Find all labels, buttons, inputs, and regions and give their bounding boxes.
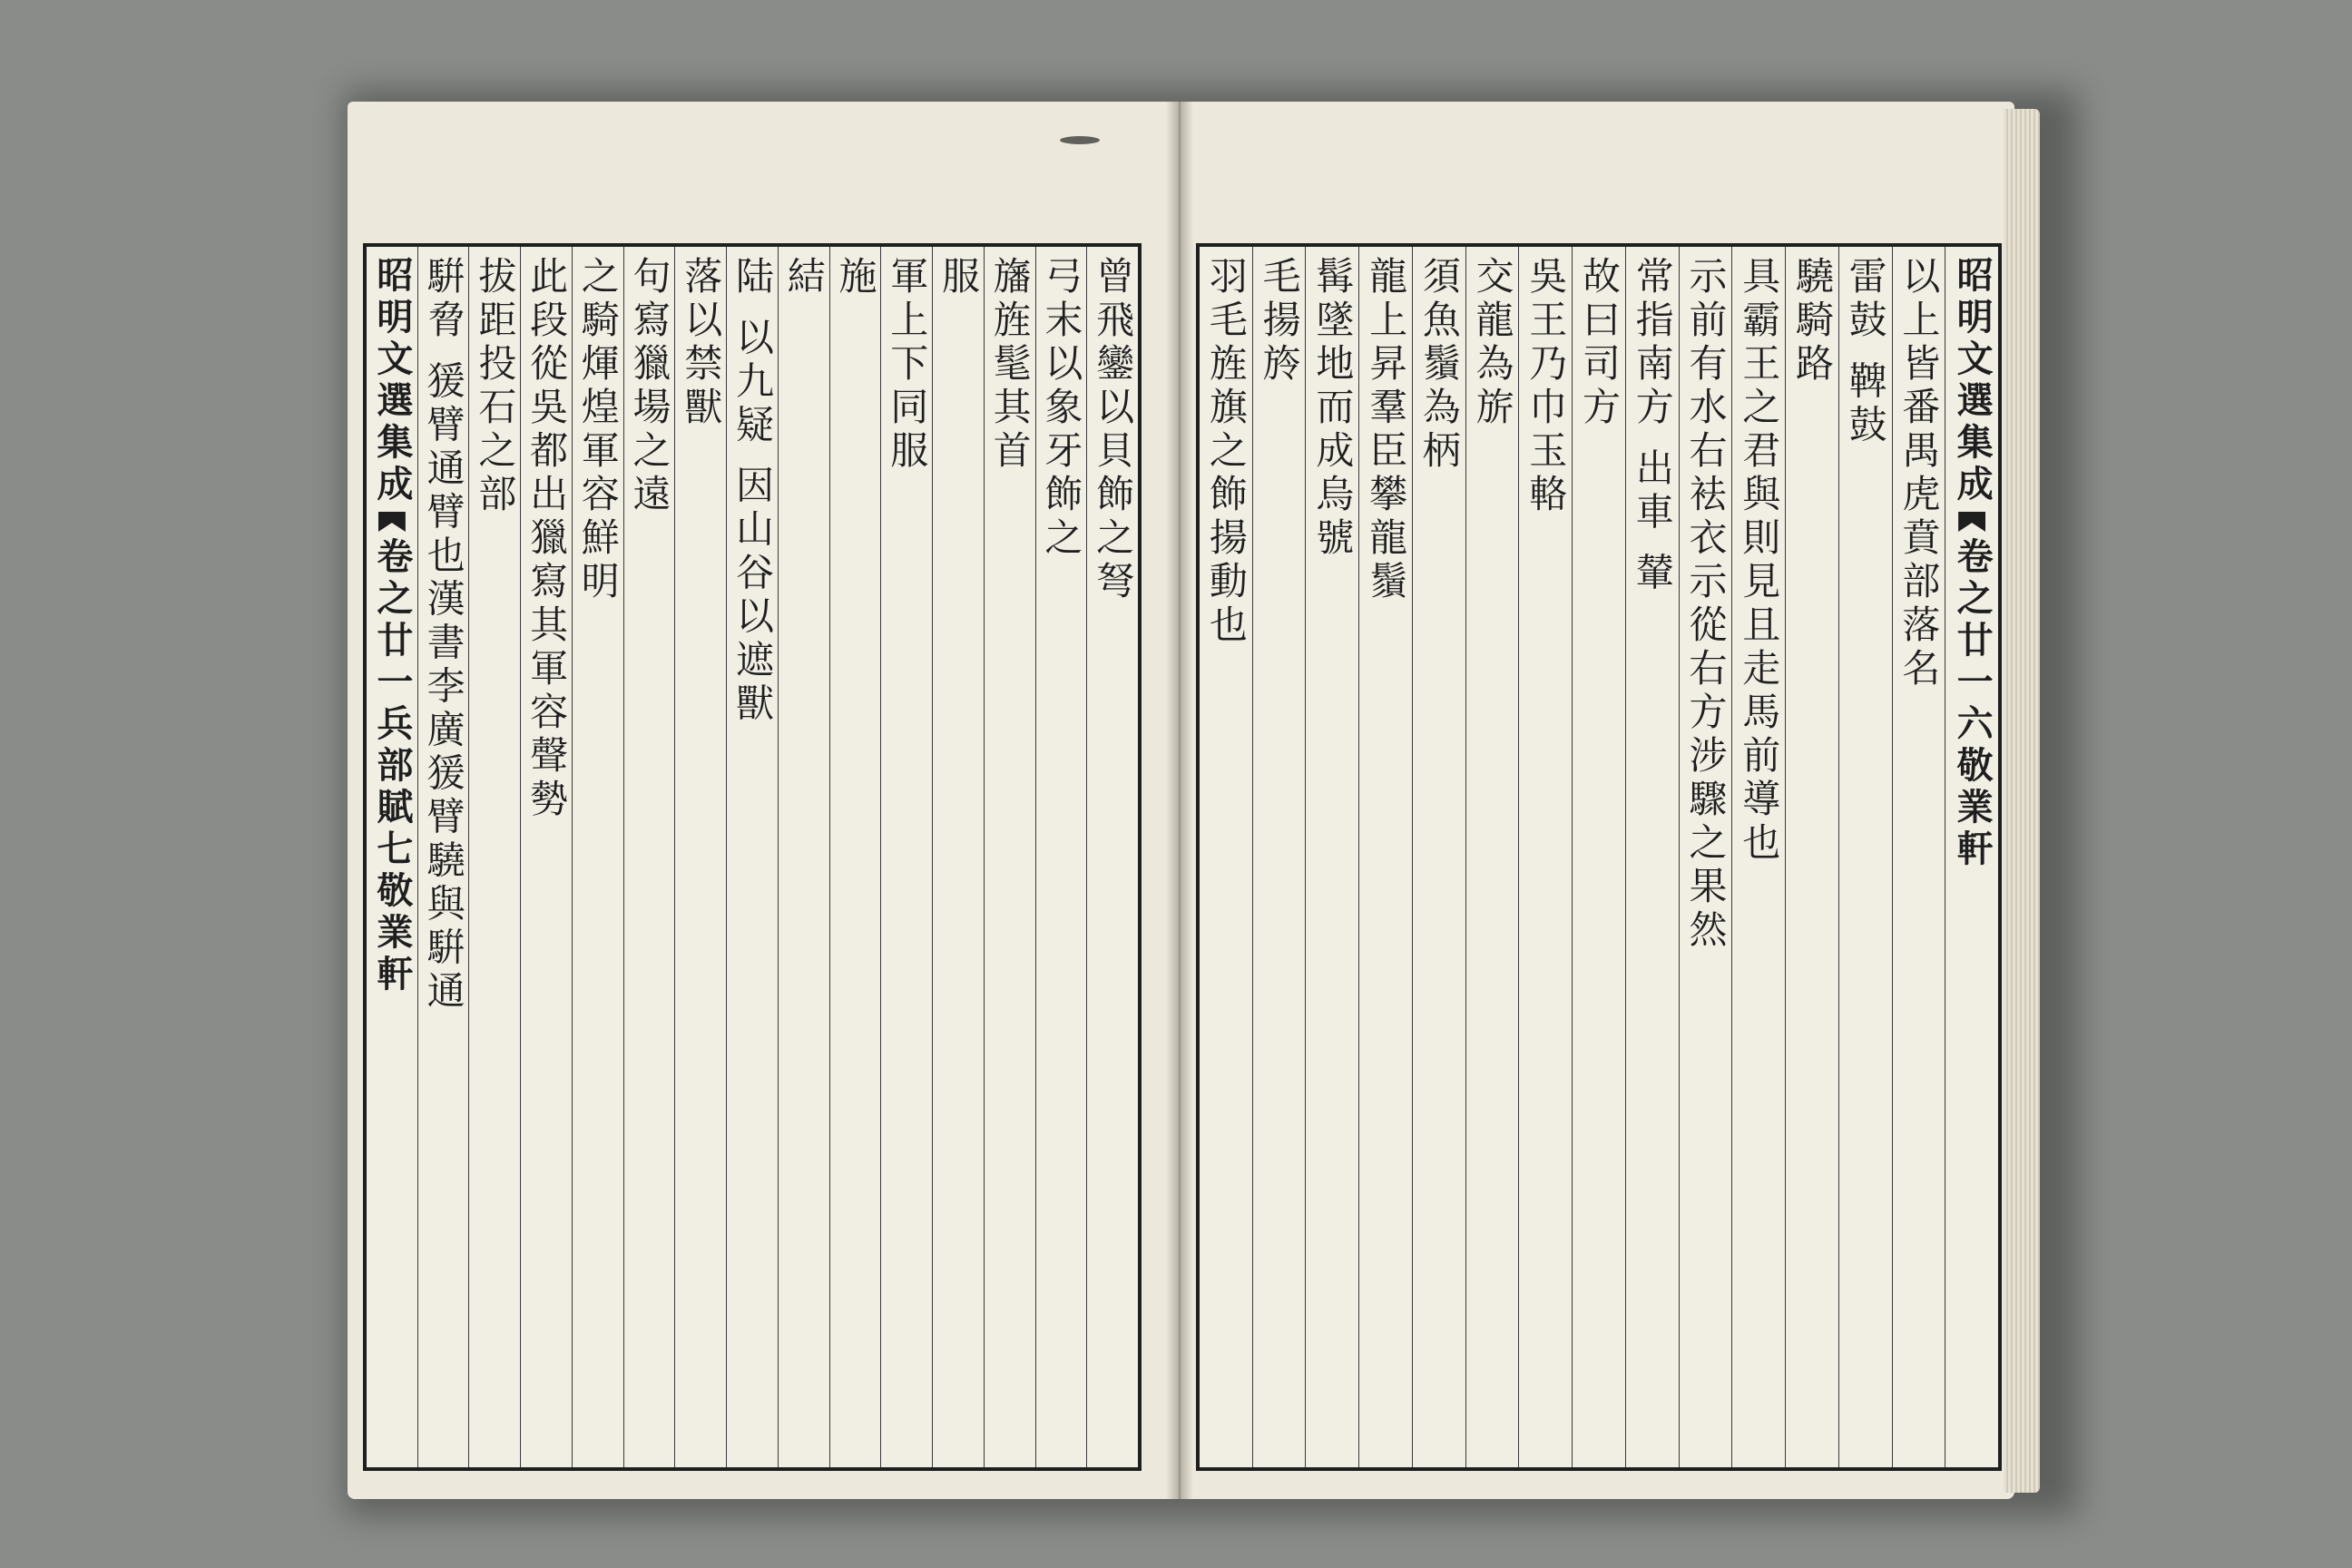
column-text: 示前有水右袪衣示從右方涉驟之果然	[1683, 256, 1729, 953]
text-column	[1412, 247, 1465, 1467]
left-margin-column	[367, 247, 417, 1467]
text-column	[1785, 247, 1838, 1467]
fishtail-mark	[378, 512, 406, 532]
margin-section: 兵部賦	[370, 704, 414, 829]
column-text: 故曰司方	[1577, 256, 1622, 430]
column-text: 句寫獵場之遠	[627, 256, 672, 517]
text-column	[1679, 247, 1732, 1467]
column-text: 常指南方 出車 輦	[1630, 256, 1675, 596]
text-column	[1731, 247, 1785, 1467]
right-text-panel	[1196, 243, 2002, 1471]
column-text: 施	[833, 256, 878, 299]
text-column	[1465, 247, 1519, 1467]
text-column	[1625, 247, 1679, 1467]
text-column	[468, 247, 520, 1467]
column-text: 陆 以九疑 因山谷以遮獸	[730, 256, 775, 727]
column-text: 交龍為旂	[1470, 256, 1515, 430]
text-column	[1358, 247, 1412, 1467]
text-column	[417, 247, 469, 1467]
column-text: 羽毛旌旗之飾揚動也	[1203, 256, 1249, 648]
text-column	[1252, 247, 1306, 1467]
column-text: 結	[781, 256, 827, 299]
column-text: 弓末以象牙飾之	[1039, 256, 1084, 561]
right-margin-column	[1945, 247, 1998, 1467]
text-column	[1892, 247, 1945, 1467]
margin-printer: 敬業軒	[1951, 746, 1994, 871]
text-column	[726, 247, 778, 1467]
text-column	[1086, 247, 1138, 1467]
text-column	[1838, 247, 1892, 1467]
column-text: 軍上下同服	[885, 256, 930, 474]
text-column	[1200, 247, 1252, 1467]
column-text: 吳王乃巾玉輅	[1524, 256, 1569, 517]
margin-volume: 卷之廿一	[1951, 537, 1994, 704]
text-column	[1572, 247, 1625, 1467]
column-text: 毛揚旍	[1257, 256, 1302, 387]
text-column	[572, 247, 623, 1467]
column-text: 龍上昇羣臣攀龍鬚	[1364, 256, 1409, 604]
text-column	[1305, 247, 1358, 1467]
column-text: 驍騎路	[1789, 256, 1835, 387]
text-column	[520, 247, 572, 1467]
left-text-panel	[363, 243, 1142, 1471]
page-edges	[2004, 109, 2040, 1493]
text-column	[674, 247, 726, 1467]
margin-printer: 敬業軒	[370, 871, 414, 996]
fishtail-mark	[1958, 512, 1985, 532]
right-columns	[1200, 247, 1998, 1467]
text-column	[623, 247, 675, 1467]
column-text: 須魚鬚為柄	[1416, 256, 1462, 474]
column-text: 服	[936, 256, 981, 299]
column-text: 旛旌髦其首	[987, 256, 1033, 474]
text-column	[984, 247, 1035, 1467]
margin-label: 昭明文選集成	[1951, 256, 1994, 506]
column-text: 之騎煇煌軍容鮮明	[575, 256, 621, 604]
text-column	[829, 247, 881, 1467]
text-column	[1518, 247, 1572, 1467]
margin-volume: 卷之廿一	[370, 537, 414, 704]
column-text: 曾飛鑾以貝飾之弩	[1091, 256, 1136, 604]
text-column	[880, 247, 932, 1467]
margin-folio: 六	[1951, 704, 1994, 746]
ink-spot	[1060, 136, 1100, 144]
column-text: 拔距投石之部	[473, 256, 518, 517]
left-columns	[367, 247, 1138, 1467]
column-text: 落以禁獸	[679, 256, 724, 430]
column-text: 以上皆番禺虎賁部落名	[1896, 256, 1942, 691]
column-text: 髯墜地而成烏號	[1310, 256, 1356, 561]
text-column	[1035, 247, 1087, 1467]
margin-label: 昭明文選集成	[370, 256, 414, 506]
column-text: 此段從吳都出獵寫其軍容聲勢	[524, 256, 570, 822]
book-gutter	[1166, 102, 1193, 1499]
margin-folio: 七	[370, 829, 414, 871]
text-column	[932, 247, 984, 1467]
column-text: 具霸王之君與則見且走馬前導也	[1737, 256, 1782, 866]
column-text: 騈脅 猨臂通臂也漢書李廣猨臂驍與騈通	[421, 256, 466, 1014]
column-text: 雷鼓 鞞鼓	[1843, 256, 1888, 448]
text-column	[778, 247, 829, 1467]
